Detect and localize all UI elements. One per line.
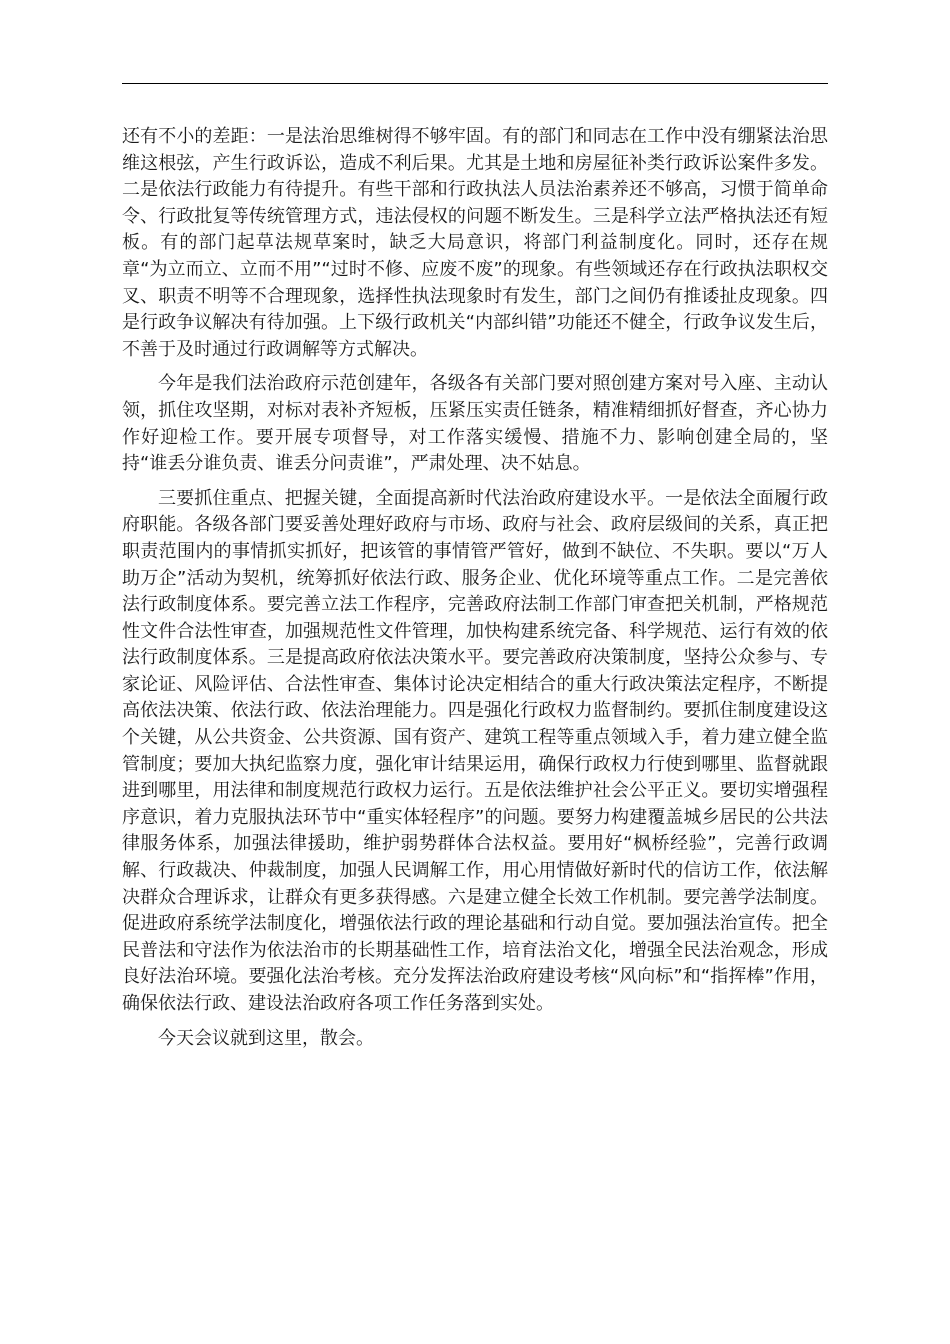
- document-body: [122, 124, 828, 1060]
- paragraph-closing: 今天会议就到这里，散会。: [158, 1027, 374, 1049]
- paragraph-demonstration-year: 今年是我们法治政府示范创建年，各级各有关部门要对照创建方案对号入座、主动认领，抓住攻坚期，对标对表补齐短板，压紧压实责任链条，精准精细抓好督查，齐心协力作好迎检工作。要开展专项督导，对工作落实缓慢、措施不力、影响创建全局的，坚持“谁丢分谁负责、谁丢分问责谁”，严肃处理、决不姑息。: [122, 373, 828, 475]
- header-rule: [122, 83, 828, 84]
- paragraph-continuation: 还有不小的差距：一是法治思维树得不够牢固。有的部门和同志在工作中没有绷紧法治思维这根弦，产生行政诉讼，造成不利后果。尤其是土地和房屋征补类行政诉讼案件多发。二是依法行政能力有待提升。有些干部和行政执法人员法治素养还不够高，习惯于简单命令、行政批复等传统管理方式，违法侵权的问题不断发生。三是科学立法严格执法还有短板。有的部门起草法规草案时，缺乏大局意识，将部门利益制度化。同时，还存在规章“为立而立、立而不用”“过时不修、应废不废”的现象。有些领域还存在行政执法职权交叉、职责不明等不合理现象，选择性执法现象时有发生，部门之间仍有推诿扯皮现象。四是行政争议解决有待加强。上下级行政机关“内部纠错”功能还不健全，行政争议发生后，不善于及时通过行政调解等方式解决。: [122, 126, 828, 360]
- paragraph-key-points: 三要抓住重点、把握关键，全面提高新时代法治政府建设水平。一是依法全面履行政府职能。各级各部门要妥善处理好政府与市场、政府与社会、政府层级间的关系，真正把职责范围内的事情抓实抓好，把该管的事情管严管好，做到不缺位、不失职。要以“万人助万企”活动为契机，统筹抓好依法行政、服务企业、优化环境等重点工作。二是完善依法行政制度体系。要完善立法工作程序，完善政府法制工作部门审查把关机制，严格规范性文件合法性审查，加强规范性文件管理，加快构建系统完备、科学规范、运行有效的依法行政制度体系。三是提高政府依法决策水平。要完善政府决策制度，坚持公众参与、专家论证、风险评估、合法性审查、集体讨论决定相结合的重大行政决策法定程序，不断提高依法决策、依法行政、依法治理能力。四是强化行政权力监督制约。要抓住制度建设这个关键，从公共资金、公共资源、国有资产、建筑工程等重点领域入手，着力建立健全监管制度；要加大执纪监察力度，强化审计结果运用，确保行政权力行使到哪里、监督就跟进到哪里，用法律和制度规范行政权力运行。五是依法维护社会公平正义。要切实增强程序意识，着力克服执法环节中“重实体轻程序”的问题。要努力构建覆盖城乡居民的公共法律服务体系，加强法律援助，维护弱势群体合法权益。要用好“枫桥经验”，完善行政调解、行政裁决、仲裁制度，加强人民调解工作，用心用情做好新时代的信访工作，依法解决群众合理诉求，让群众有更多获得感。六是建立健全长效工作机制。要完善学法制度。促进政府系统学法制度化，增强依法行政的理论基础和行动自觉。要加强法治宣传。把全民普法和守法作为依法治市的长期基础性工作，培育法治文化，增强全民法治观念，形成良好法治环境。要强化法治考核。充分发挥法治政府建设考核“风向标”和“指挥棒”作用，确保依法行政、建设法治政府各项工作任务落到实处。: [122, 487, 828, 1014]
